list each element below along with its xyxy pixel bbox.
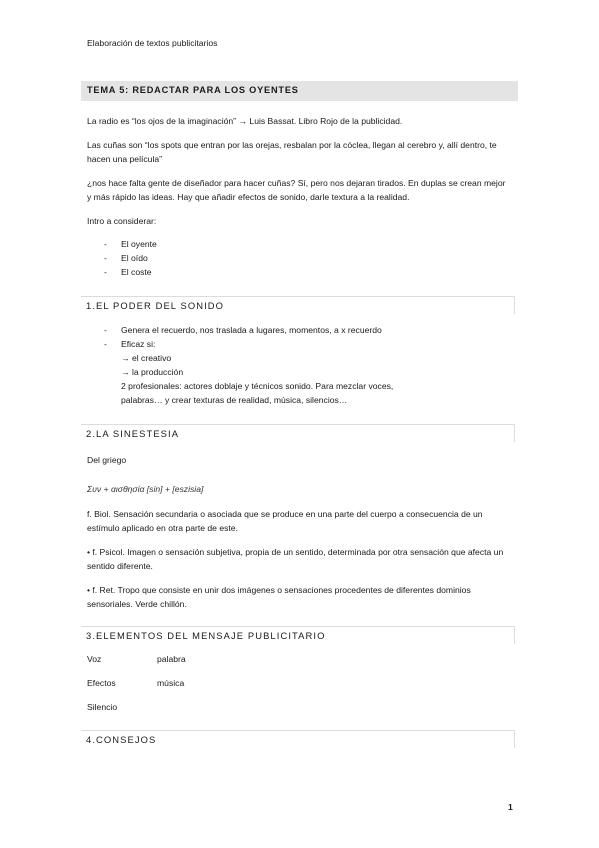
section1-content bbox=[0, 323, 520, 407]
section1-list bbox=[0, 323, 520, 351]
element-right: música bbox=[157, 678, 185, 688]
element-right: palabra bbox=[157, 654, 186, 664]
intro-paragraph-3: ¿nos hace falta gente de diseñador para hacer cuñas? Sí, pero nos dejaran tirados. En duplas se crean mejor y más rápido las ideas. Hay que añadir efectos de sonido, darle textura a la realidad. bbox=[87, 178, 506, 202]
element-left: Voz bbox=[87, 654, 102, 664]
element-row bbox=[87, 654, 186, 664]
section-heading-2: 2.LA SINESTESIA bbox=[81, 424, 515, 442]
sub-item: → la producción bbox=[121, 367, 184, 377]
page-header: Elaboración de textos publicitarios bbox=[87, 38, 218, 48]
page-number: 1 bbox=[508, 802, 513, 812]
definition-ret: • f. Ret. Tropo que consiste en unir dos imágenes o sensaciones procedentes de diferentes dominios sensoriales. Verde chillón. bbox=[87, 585, 471, 609]
section-heading-3: 3.ELEMENTOS DEL MENSAJE PUBLICITARIO bbox=[81, 626, 515, 644]
intro-paragraph-2: Las cuñas son “los spots que entran por las orejas, resbalan por la cóclea, llegan al cerebro y, allí dentro, te hacen una película” bbox=[87, 140, 497, 164]
intro-paragraph-1: La radio es “los ojos de la imaginación” → Luis Bassat. Libro Rojo de la publicidad. bbox=[87, 116, 403, 126]
element-left: Silencio bbox=[87, 702, 118, 712]
definition-psicol: • f. Psicol. Imagen o sensación subjetiva, propia de un sentido, determinada por otra sensación que afecta un sentido diferente. bbox=[87, 547, 504, 571]
intro-paragraph-4: Intro a considerar: bbox=[87, 216, 157, 226]
topic-title: TEMA 5: REDACTAR PARA LOS OYENTES bbox=[81, 81, 518, 101]
element-row bbox=[87, 678, 185, 688]
list-item: - Eficaz si: bbox=[0, 337, 520, 351]
list-item: - Genera el recuerdo, nos traslada a lugares, momentos, a x recuerdo bbox=[0, 323, 520, 337]
intro-list bbox=[0, 237, 157, 279]
element-row bbox=[87, 702, 117, 712]
section-heading-4: 4.CONSEJOS bbox=[81, 730, 515, 748]
sub-item: → el creativo bbox=[121, 353, 172, 363]
greek-etymology: Συν + αισθησία [sin] + [eszisia] bbox=[87, 484, 204, 494]
list-item: - El oído bbox=[0, 251, 157, 265]
origin-text: Del griego bbox=[87, 455, 127, 465]
definition-biol: f. Biol. Sensación secundaria o asociada que se produce en una parte del cuerpo a consecuencia de un estímulo aplicado en otra parte de este. bbox=[87, 509, 483, 533]
sub-item-professionals: 2 profesionales: actores doblaje y técnicos sonido. Para mezclar voces, palabras… y crear texturas de realidad, música, silencios… bbox=[121, 381, 394, 405]
section-heading-1: 1.EL PODER DEL SONIDO bbox=[81, 296, 515, 314]
element-left: Efectos bbox=[87, 678, 116, 688]
list-item: - El oyente bbox=[0, 237, 157, 251]
list-item: - El coste bbox=[0, 265, 157, 279]
